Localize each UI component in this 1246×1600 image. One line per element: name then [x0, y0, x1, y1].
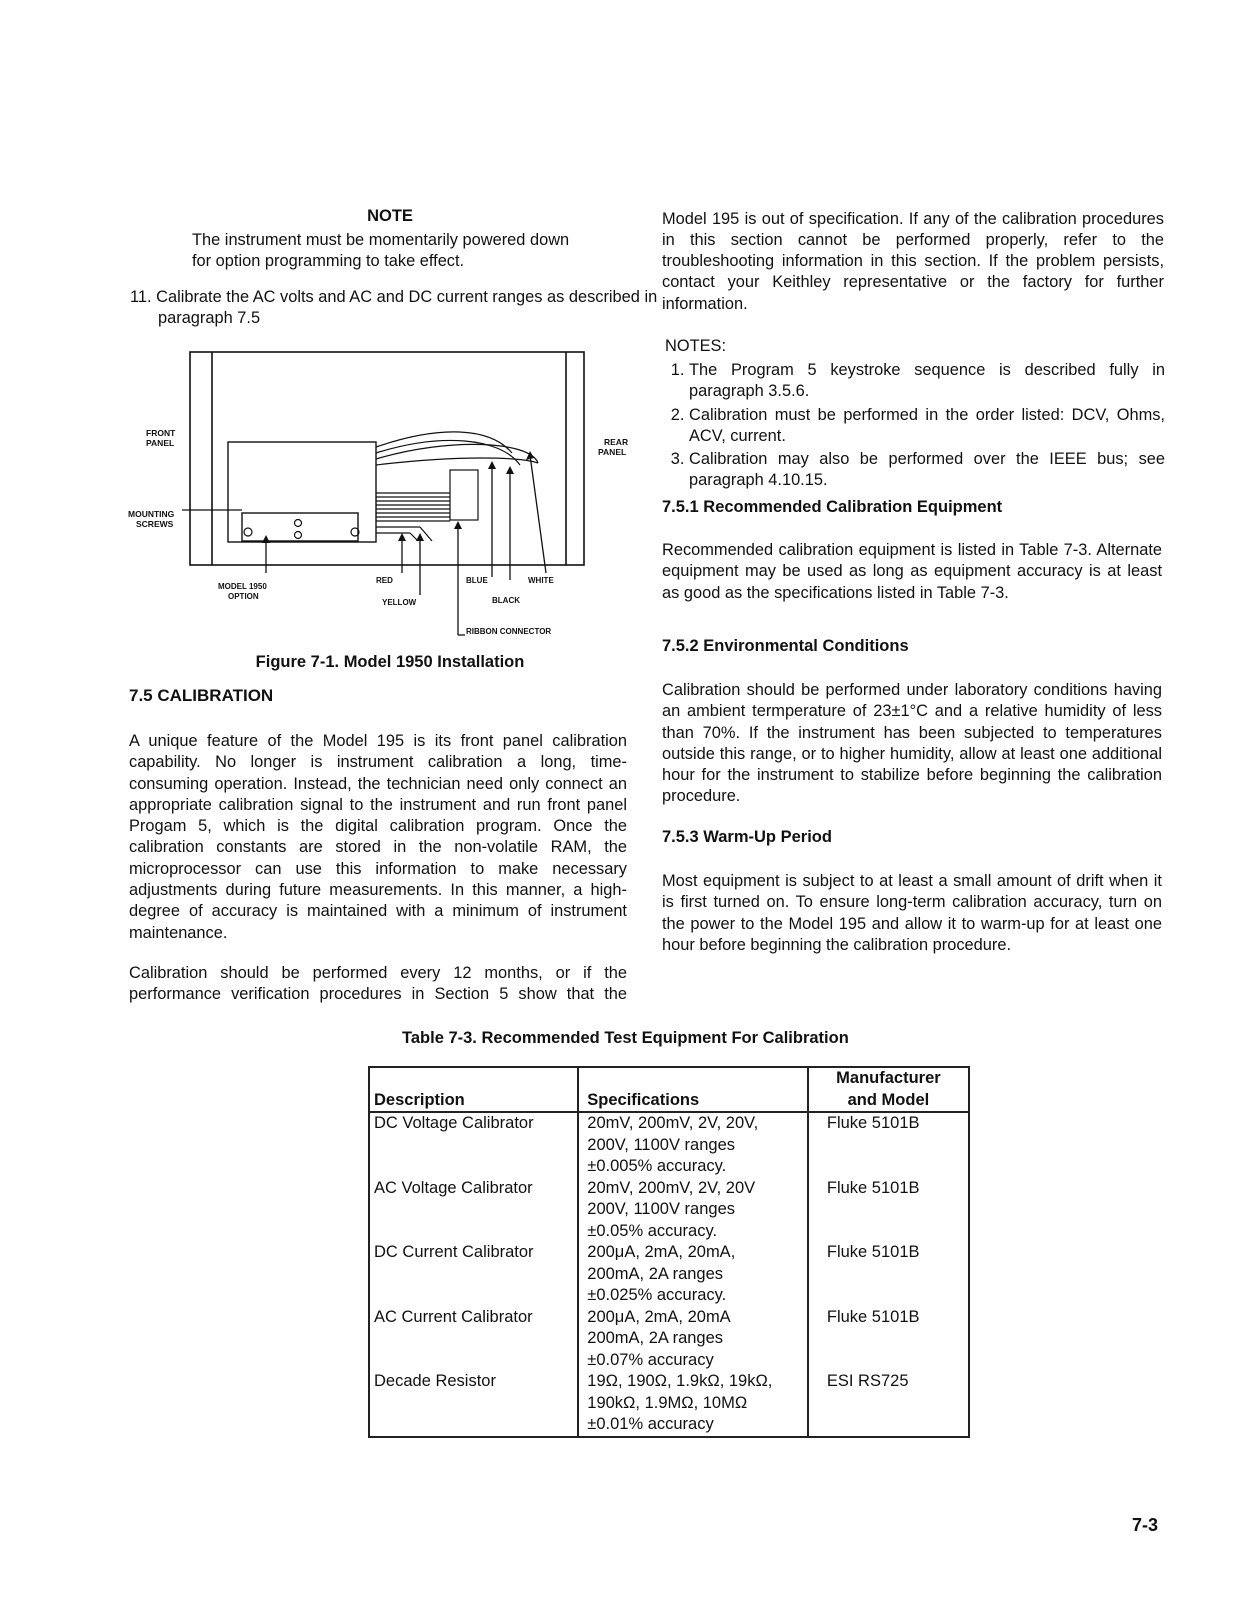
row-spec — [578, 1371, 808, 1437]
table-row — [369, 1371, 969, 1437]
table-row — [369, 1178, 969, 1243]
notes-heading: NOTES: — [665, 337, 727, 355]
spec-line: 200μA, 2mA, 20mA, — [587, 1243, 736, 1261]
leader-lines — [182, 455, 546, 635]
row-description: DC Current Calibrator — [369, 1242, 578, 1307]
row-spec — [578, 1307, 808, 1372]
model-1950-installation-diagram — [120, 345, 640, 645]
section-7-5-para2-continued — [662, 209, 1164, 316]
figure-caption: Figure 7-1. Model 1950 Installation — [255, 653, 525, 671]
header-manufacturer-line2: and Model — [847, 1090, 930, 1109]
section-7-5-2-para: Calibration should be performed under laboratory conditions having an ambient termperature of 23±1°C and a relative humidity of less than 70%. If the instrument has been subjected to temperatures outside this range, or to higher humidity, allow at least one additional hour for the instrument to stabilize before beginning the calibration procedure. — [662, 681, 1162, 806]
section-7-5-para2-cont-text: Model 195 is out of specification. If any of the calibration procedures in this section cannot be performed properly, refer to the troubleshooting information in this section. If the problem persists, contact your Keithley representative or the factory for further information. — [662, 209, 1164, 313]
notes-list — [665, 360, 1165, 492]
page-number: 7-3 — [1132, 1515, 1159, 1535]
note-item-3: 3. Calibration may also be performed over the IEEE bus; see paragraph 4.10.15. — [689, 449, 1165, 492]
spec-line: ±0.01% accuracy — [587, 1415, 714, 1433]
blue-label: BLUE — [466, 576, 488, 585]
row-description: Decade Resistor — [369, 1371, 578, 1437]
section-7-5-3-heading: 7.5.3 Warm-Up Period — [662, 828, 832, 846]
row-spec — [578, 1112, 808, 1178]
row-model: Fluke 5101B — [826, 1114, 920, 1132]
mounting-label-1: MOUNTING — [128, 509, 175, 519]
spec-line: 20mV, 200mV, 2V, 20V — [587, 1178, 756, 1197]
red-label: RED — [376, 576, 393, 585]
section-7-5-1-para: Recommended calibration equipment is listed in Table 7-3. Alternate equipment may be used as long as equipment accuracy is at least as good as the specifications listed in Table 7-3. — [662, 541, 1162, 602]
spec-line: 200V, 1100V ranges — [587, 1135, 735, 1154]
step-11: 11. Calibrate the AC volts and AC and DC current ranges as described in paragraph 7.5 — [130, 288, 658, 328]
table-row — [369, 1112, 969, 1178]
spec-line: 200μA, 2mA, 20mA — [587, 1307, 731, 1326]
row-model: Fluke 5101B — [826, 1178, 920, 1197]
row-model: Fluke 5101B — [826, 1307, 920, 1326]
note-item-1: 1. The Program 5 keystroke sequence is described fully in paragraph 3.5.6. — [689, 360, 1165, 403]
table-title: Table 7-3. Recommended Test Equipment For Calibration — [402, 1029, 849, 1047]
black-label: BLACK — [492, 596, 520, 605]
model-option-label-2: OPTION — [228, 592, 259, 601]
table-header-row — [369, 1067, 969, 1112]
yellow-label: YELLOW — [382, 598, 417, 607]
header-manufacturer — [808, 1067, 969, 1112]
rear-panel-label-2: PANEL — [598, 447, 627, 457]
model-option-label-1: MODEL 1950 — [218, 582, 267, 591]
row-spec — [578, 1242, 808, 1307]
section-7-5-para1: A unique feature of the Model 195 is its front panel calibration capability. No longer is instrument calibration a long, time-consuming operation. Instead, the technician need only connect an appropriate calibration signal to the instrument and run front panel Progam 5, which is the digital calibration program. Once the calibration constants are stored in the non-volatile RAM, the microprocessor can use this information to make necessary adjustments during future measurements. In this manner, a high-degree of accuracy is maintained with a minimum of instrument maintenance. — [129, 732, 627, 942]
rear-panel-label-1: REAR — [604, 437, 629, 447]
header-manufacturer-line1: Manufacturer — [836, 1069, 941, 1087]
note-item-2: 2. Calibration must be performed in the order listed: DCV, Ohms, ACV, current. — [689, 405, 1165, 448]
section-7-5-para2 — [129, 963, 627, 1006]
spec-line: ±0.07% accuracy — [587, 1350, 714, 1369]
row-spec — [578, 1178, 808, 1243]
section-7-5-2-heading: 7.5.2 Environmental Conditions — [662, 637, 909, 655]
spec-line: 19Ω, 190Ω, 1.9kΩ, 19kΩ, — [587, 1372, 773, 1390]
option-board — [228, 442, 376, 542]
row-description: AC Current Calibrator — [369, 1307, 578, 1372]
row-model: Fluke 5101B — [826, 1243, 920, 1261]
front-panel-label-2: PANEL — [146, 438, 175, 448]
row-description: AC Voltage Calibrator — [369, 1178, 578, 1243]
section-7-5-heading: 7.5 CALIBRATION — [129, 686, 274, 705]
spec-line: 20mV, 200mV, 2V, 20V, — [587, 1114, 759, 1132]
spec-line: 200mA, 2A ranges — [587, 1264, 724, 1283]
section-7-5-1-heading: 7.5.1 Recommended Calibration Equipment — [662, 498, 1003, 516]
note-title: NOTE — [367, 207, 413, 225]
spec-line: ±0.005% accuracy. — [587, 1157, 727, 1175]
spec-line: ±0.025% accuracy. — [587, 1286, 727, 1304]
front-panel-label-1: FRONT — [146, 428, 176, 438]
calibration-equipment-table — [368, 1066, 970, 1438]
spec-line: 200mA, 2A ranges — [587, 1329, 724, 1347]
spec-line: 190kΩ, 1.9MΩ, 10MΩ — [587, 1393, 748, 1412]
header-specifications: Specifications — [578, 1067, 808, 1112]
white-label: WHITE — [528, 576, 554, 585]
spec-line: ±0.05% accuracy. — [587, 1221, 718, 1240]
spec-line: 200V, 1100V ranges — [587, 1200, 735, 1218]
table-row — [369, 1307, 969, 1372]
row-description: DC Voltage Calibrator — [369, 1112, 578, 1178]
section-7-5-para2-text: Calibration should be performed every 12 months, or if the performance verification procedures in Section 5 show that the — [129, 964, 627, 1004]
row-model: ESI RS725 — [826, 1372, 909, 1390]
table-row — [369, 1242, 969, 1307]
header-description: Description — [369, 1067, 578, 1112]
mounting-screws — [244, 520, 359, 539]
note-body: The instrument must be momentarily powered down for option programming to take effect. — [192, 231, 570, 271]
ribbon-connector-label: RIBBON CONNECTOR — [466, 627, 552, 636]
mounting-label-2: SCREWS — [136, 519, 174, 529]
section-7-5-3-para: Most equipment is subject to at least a small amount of drift when it is first turned on. To ensure long-term calibration accuracy, turn on the power to the Model 195 and allow it to warm-up for at least one hour before beginning the calibration procedure. — [662, 872, 1162, 954]
